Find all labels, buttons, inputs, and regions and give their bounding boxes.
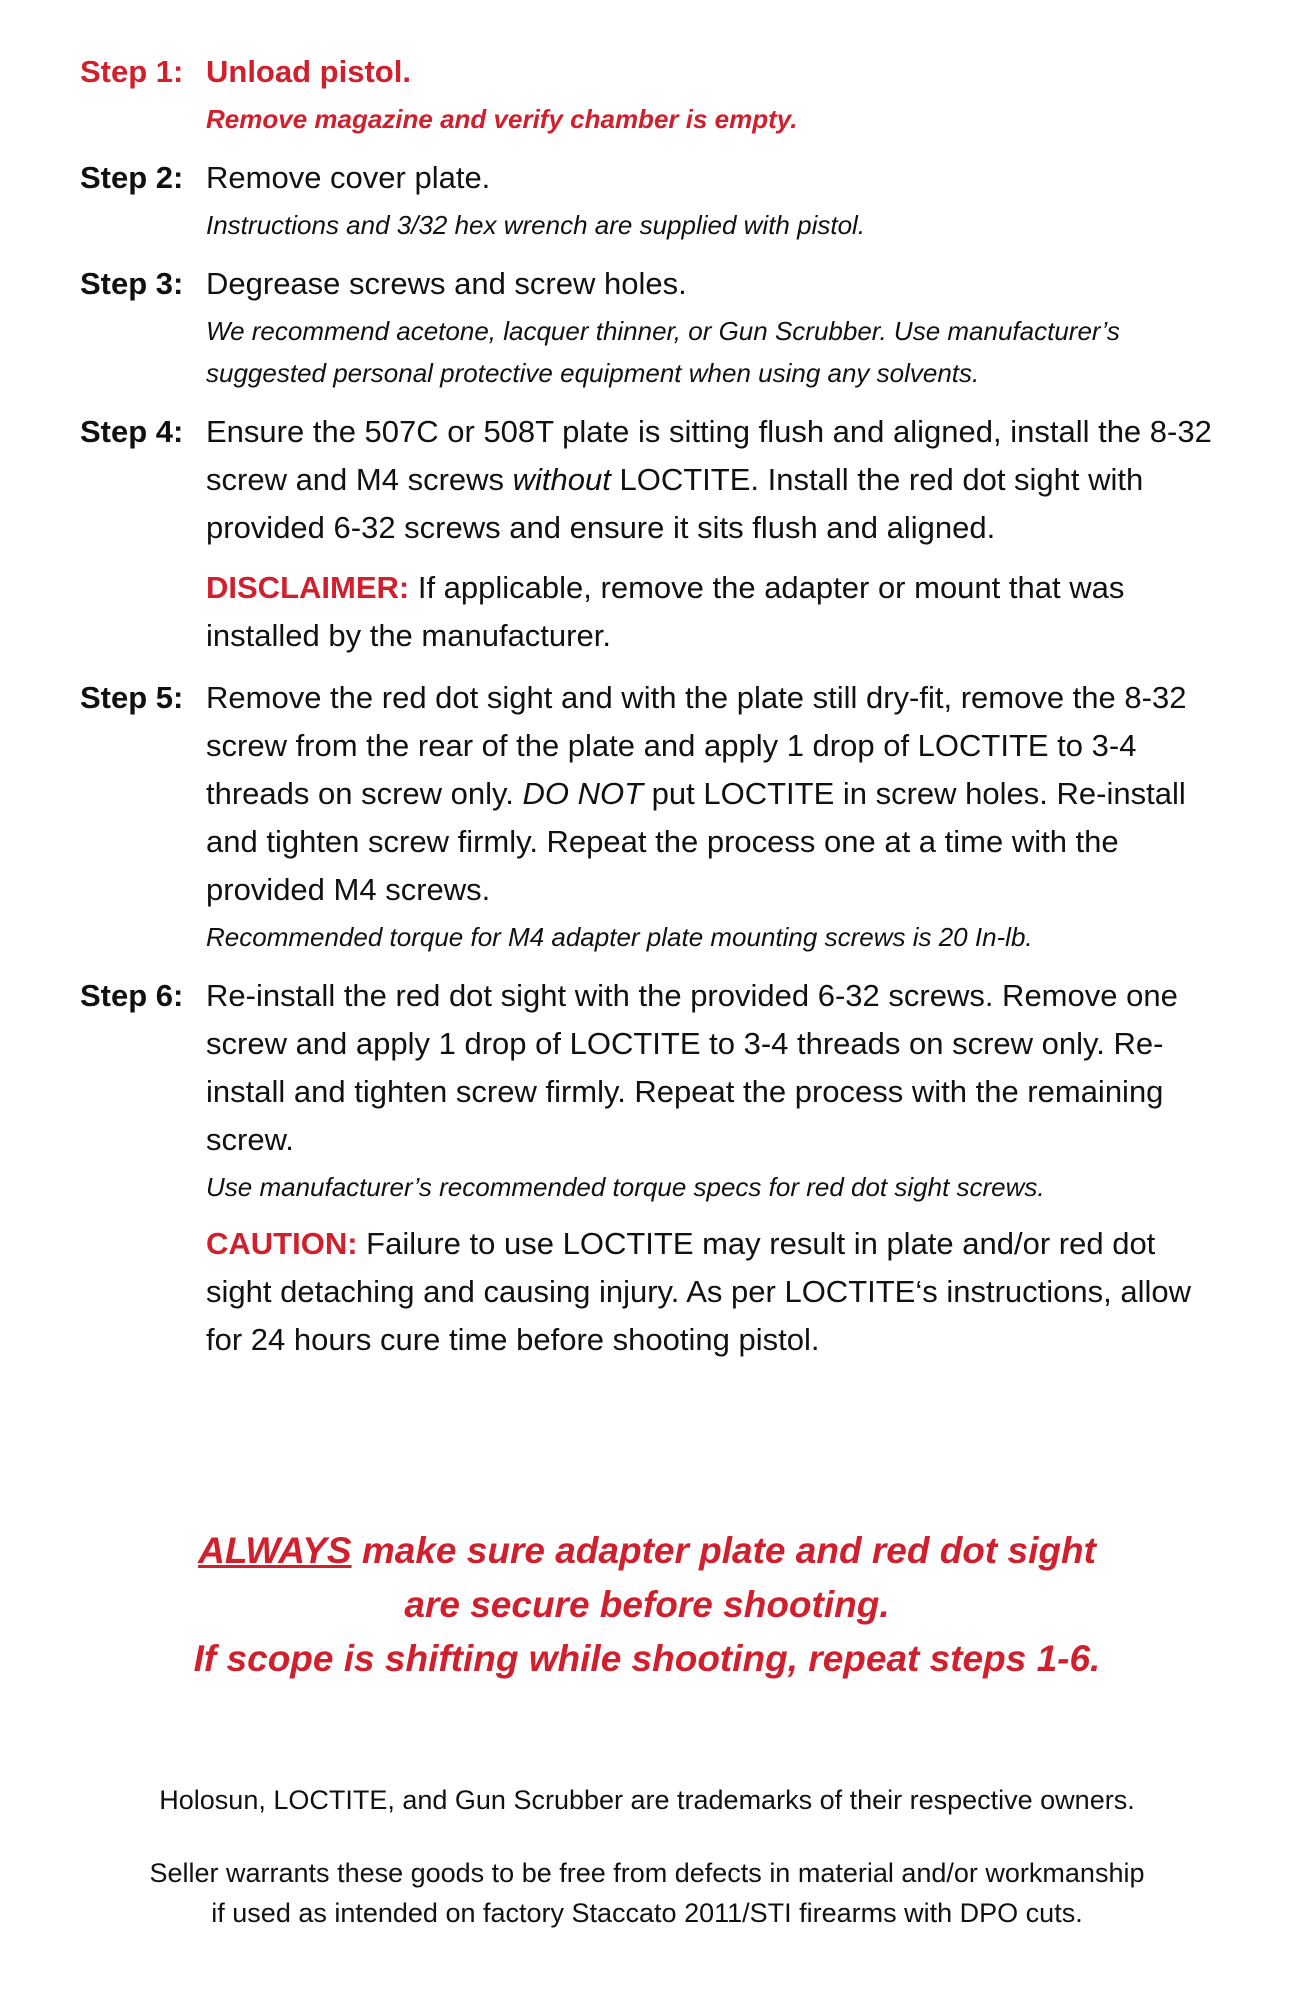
step-2-note: Instructions and 3/32 hex wrench are supplied with pistol. (206, 210, 866, 240)
step-1-label: Step 1: (80, 54, 184, 89)
step-2 (80, 154, 1220, 246)
warning-line-1-rest: make sure adapter plate and red dot sight (351, 1530, 1096, 1571)
instructions (80, 48, 1220, 1378)
step-4-body (206, 408, 1220, 660)
warranty-line-1: Seller warrants these goods to be free from defects in material and/or workmanship (149, 1858, 1145, 1888)
step-2-body (206, 154, 1220, 246)
caution-label: CAUTION: (206, 1226, 358, 1261)
disclaimer-text: If applicable, remove the adapter or mount that was installed by the manufacturer. (206, 570, 1125, 653)
caution-callout (206, 1220, 1220, 1364)
step-6-body (206, 972, 1220, 1364)
step-5-body (206, 674, 1220, 958)
step-1-note: Remove magazine and verify chamber is empty. (206, 104, 798, 134)
step-4-title-part2: LOCTITE. Install the red dot sight with provided 6-32 screws and ensure it sits flush and aligned. (206, 462, 1144, 545)
step-3-body (206, 260, 1220, 394)
warning-line-2: are secure before shooting. (404, 1584, 890, 1625)
step-6-note: Use manufacturer’s recommended torque specs for red dot sight screws. (206, 1172, 1045, 1202)
step-1-title: Unload pistol. (206, 54, 411, 89)
step-6-title: Re-install the red dot sight with the provided 6-32 screws. Remove one screw and apply 1 drop of LOCTITE to 3-4 threads on screw only. Re-install and tighten screw firmly. Repeat the process with the remaining screw. (206, 978, 1178, 1157)
step-2-title: Remove cover plate. (206, 160, 491, 195)
step-5-note: Recommended torque for M4 adapter plate mounting screws is 20 In-lb. (206, 922, 1033, 952)
step-1 (80, 48, 1220, 140)
step-1-body (206, 48, 1220, 140)
warning-always: ALWAYS (198, 1530, 352, 1571)
warning-line-1 (0, 1524, 1294, 1578)
warning-line-3: If scope is shifting while shooting, repeat steps 1-6. (193, 1638, 1101, 1679)
step-5-title (206, 674, 1220, 914)
step-5-title-part1: Remove the red dot sight and with the plate still dry-fit, remove the 8-32 screw from the rear of the plate and apply 1 drop of LOCTITE to 3-4 threads on screw only. (206, 680, 1187, 811)
trademark-notice: Holosun, LOCTITE, and Gun Scrubber are trademarks of their respective owners. (159, 1785, 1135, 1815)
step-5-title-part2: put LOCTITE in screw holes. Re-install and tighten screw firmly. Repeat the process one at a time with the provided M4 screws. (206, 776, 1186, 907)
step-5 (80, 674, 1220, 958)
warranty-notice (0, 1853, 1294, 1933)
step-3-title: Degrease screws and screw holes. (206, 266, 687, 301)
step-3-note: We recommend acetone, lacquer thinner, or Gun Scrubber. Use manufacturer’s suggested personal protective equipment when using any solvents. (206, 316, 1120, 388)
step-4-title-part1: Ensure the 507C or 508T plate is sitting flush and aligned, install the 8-32 screw and M4 screws (206, 414, 1212, 497)
caution-text: Failure to use LOCTITE may result in plate and/or red dot sight detaching and causing injury. As per LOCTITE‘s instructions, allow for 24 hours cure time before shooting pistol. (206, 1226, 1192, 1357)
step-5-label: Step 5: (80, 680, 184, 715)
step-3 (80, 260, 1220, 394)
step-5-title-emphasis: DO NOT (522, 776, 644, 811)
step-6 (80, 972, 1220, 1364)
step-4 (80, 408, 1220, 660)
step-3-label: Step 3: (80, 266, 184, 301)
disclaimer-callout (206, 564, 1220, 660)
warranty-line-2: if used as intended on factory Staccato 2011/STI firearms with DPO cuts. (211, 1898, 1083, 1928)
safety-warning (0, 1524, 1294, 1686)
step-6-label: Step 6: (80, 978, 184, 1013)
disclaimer-label: DISCLAIMER: (206, 570, 410, 605)
step-4-title-emphasis: without (512, 462, 611, 497)
step-4-title (206, 408, 1220, 552)
step-4-label: Step 4: (80, 414, 184, 449)
step-2-label: Step 2: (80, 160, 184, 195)
